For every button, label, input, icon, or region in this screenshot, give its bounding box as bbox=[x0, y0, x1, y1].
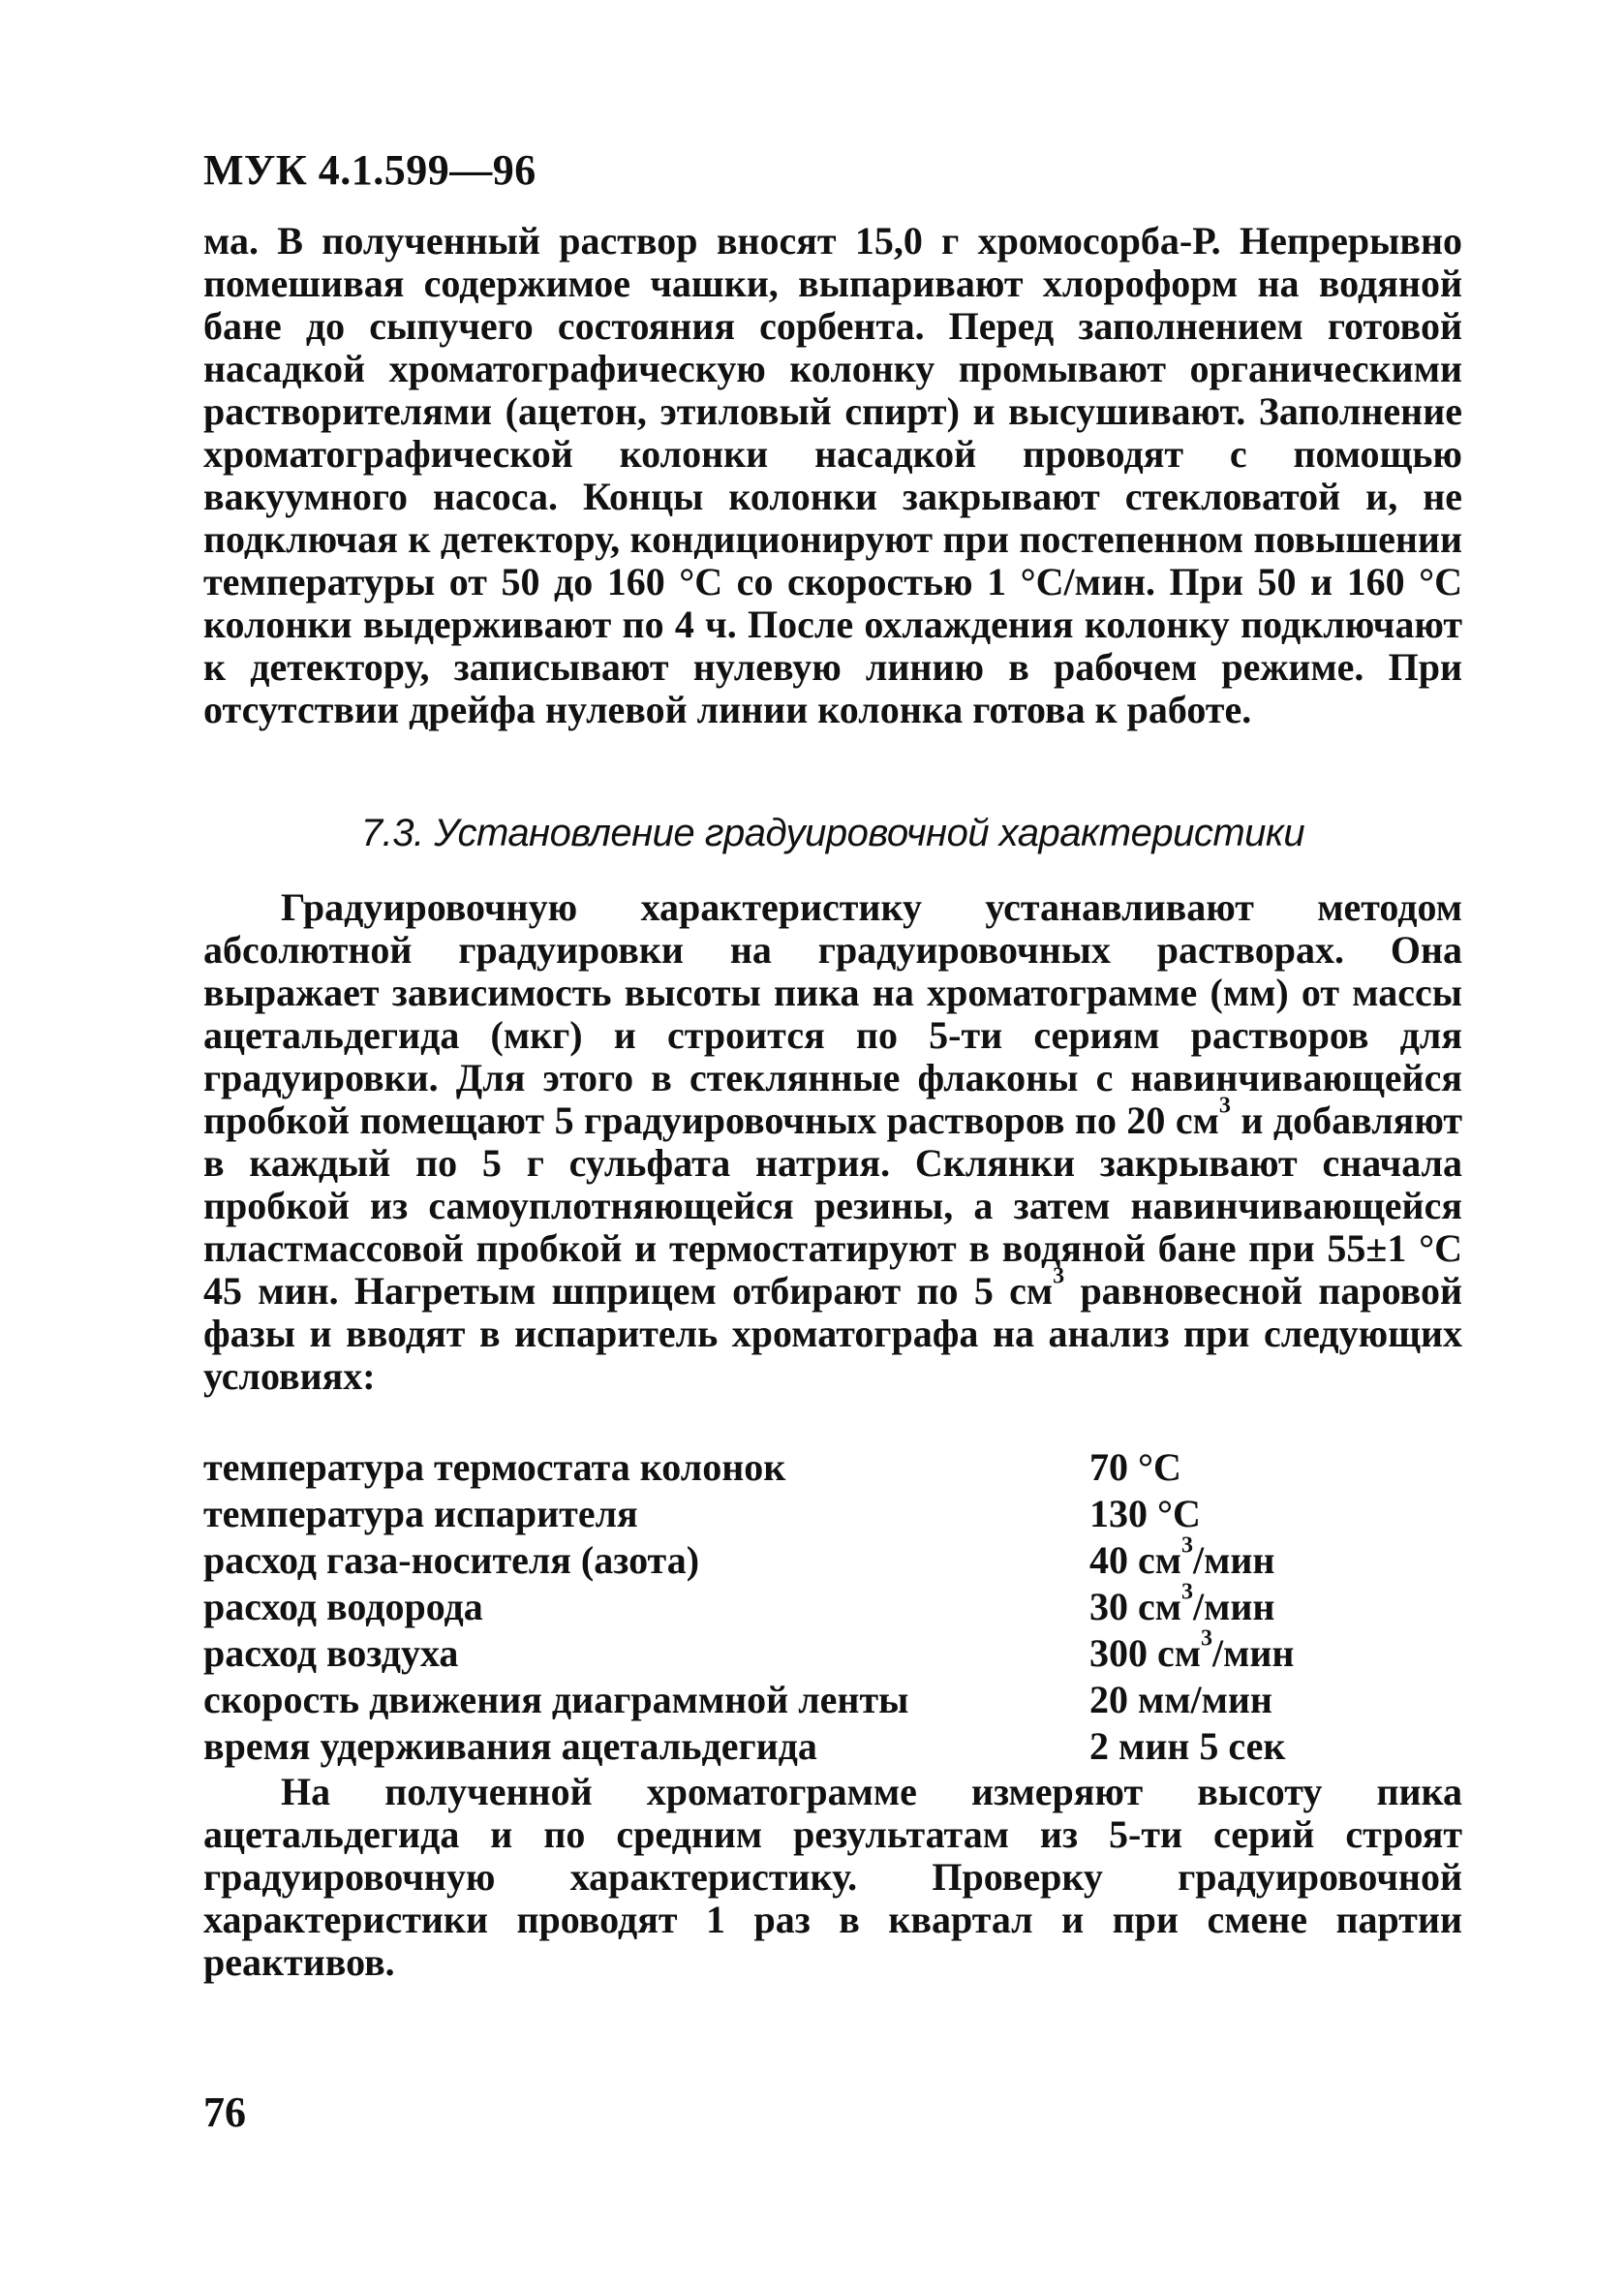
condition-row bbox=[203, 1444, 1462, 1491]
paragraph-measurement: На полученной хроматограмме измеряют высоту пика ацетальдегида и по средним результатам из 5-ти серий строят градуировочную характеристику. Проверку градуировочной характеристики проводят 1 раз в квартал и при смене партии реактивов. bbox=[203, 1770, 1462, 1984]
page-number: 76 bbox=[203, 2088, 246, 2136]
condition-label: скорость движения диаграммной ленты bbox=[203, 1678, 909, 1721]
condition-label: температура термостата колонок bbox=[203, 1445, 786, 1489]
condition-value bbox=[1089, 1625, 1462, 1677]
superscript-cubic: 3 bbox=[1218, 1093, 1231, 1119]
paragraph-2-part-b: и добавляют в каждый по 5 г сульфата натрия. Склянки закрывают сначала пробкой из самоуплотняющейся резины, а затем навинчивающейся пластмассовой пробкой и термостатируют в водяной бане при 55±1 °С 45 мин. Нагретым шприцем отбирают по 5 см bbox=[203, 1098, 1463, 1313]
condition-row bbox=[203, 1625, 1462, 1677]
condition-label: температура испарителя bbox=[203, 1492, 638, 1535]
document-code-header: МУК 4.1.599—96 bbox=[203, 146, 536, 194]
condition-value-post: /мин bbox=[1193, 1585, 1275, 1628]
condition-label: расход газа-носителя (азота) bbox=[203, 1538, 700, 1582]
condition-row bbox=[203, 1677, 1462, 1723]
condition-row bbox=[203, 1579, 1462, 1630]
condition-label: расход воздуха bbox=[203, 1631, 459, 1675]
paragraph-2-part-c: равновесной паровой фазы и вводят в испаритель хроматографа на анализ при следующих условиях: bbox=[203, 1269, 1462, 1398]
condition-value-pre: 40 см bbox=[1089, 1538, 1181, 1582]
condition-row bbox=[203, 1532, 1462, 1584]
condition-value-post: /мин bbox=[1193, 1538, 1275, 1582]
superscript-cubic: 3 bbox=[1181, 1579, 1193, 1605]
condition-value-pre: 300 см bbox=[1089, 1631, 1201, 1675]
condition-value: 2 мин 5 сек bbox=[1089, 1724, 1286, 1768]
condition-row bbox=[203, 1491, 1462, 1537]
condition-label: расход водорода bbox=[203, 1585, 483, 1628]
conditions-table bbox=[203, 1444, 1462, 1770]
condition-value bbox=[1089, 1532, 1462, 1584]
superscript-cubic: 3 bbox=[1201, 1625, 1212, 1652]
condition-value bbox=[1089, 1579, 1462, 1630]
condition-label: время удерживания ацетальдегида bbox=[203, 1724, 817, 1768]
condition-value-post: /мин bbox=[1212, 1631, 1295, 1675]
superscript-cubic: 3 bbox=[1181, 1532, 1193, 1559]
paragraph-1-text: ма. В полученный раствор вносят 15,0 г хромосорба-Р. Непрерывно помешивая содержимое чашки, выпаривают хлороформ на водяной бане до сыпучего состояния сорбента. Перед заполнением готовой насадкой хроматографическую колонку промывают органическими растворителями (ацетон, этиловый спирт) и высушивают. Заполнение хроматографической колонки насадкой проводят с помощью вакуумного насоса. Концы колонки закрывают стекловатой и, не подключая к детектору, кондиционируют при постепенном повышении температуры от 50 до 160 °С со скоростью 1 °С/мин. При 50 и 160 °С колонки выдерживают по 4 ч. После охлаждения колонку подключают к детектору, записывают нулевую линию в рабочем режиме. При отсутствии дрейфа нулевой линии колонка готова к работе. bbox=[203, 219, 1462, 731]
condition-row bbox=[203, 1723, 1462, 1770]
section-title: 7.3. Установление градуировочной характеристики bbox=[360, 812, 1305, 854]
condition-value-pre: 30 см bbox=[1089, 1585, 1181, 1628]
paragraph-calibration bbox=[203, 886, 1462, 1398]
condition-value: 130 °С bbox=[1089, 1492, 1201, 1535]
superscript-cubic: 3 bbox=[1053, 1263, 1065, 1289]
paragraph-column-conditioning bbox=[203, 220, 1462, 731]
paragraph-2-part-a: Градуировочную характеристику устанавливают методом абсолютной градуировки на градуировочных растворах. Она выражает зависимость высоты пика на хроматограмме (мм) от массы ацетальдегида (мкг) и строится по 5-ти сериям растворов для градуировки. Для этого в стеклянные флаконы с навинчивающейся пробкой помещают 5 градуировочных растворов по 20 см bbox=[203, 885, 1462, 1142]
condition-value: 70 °С bbox=[1089, 1445, 1181, 1489]
condition-value: 20 мм/мин bbox=[1089, 1678, 1272, 1721]
